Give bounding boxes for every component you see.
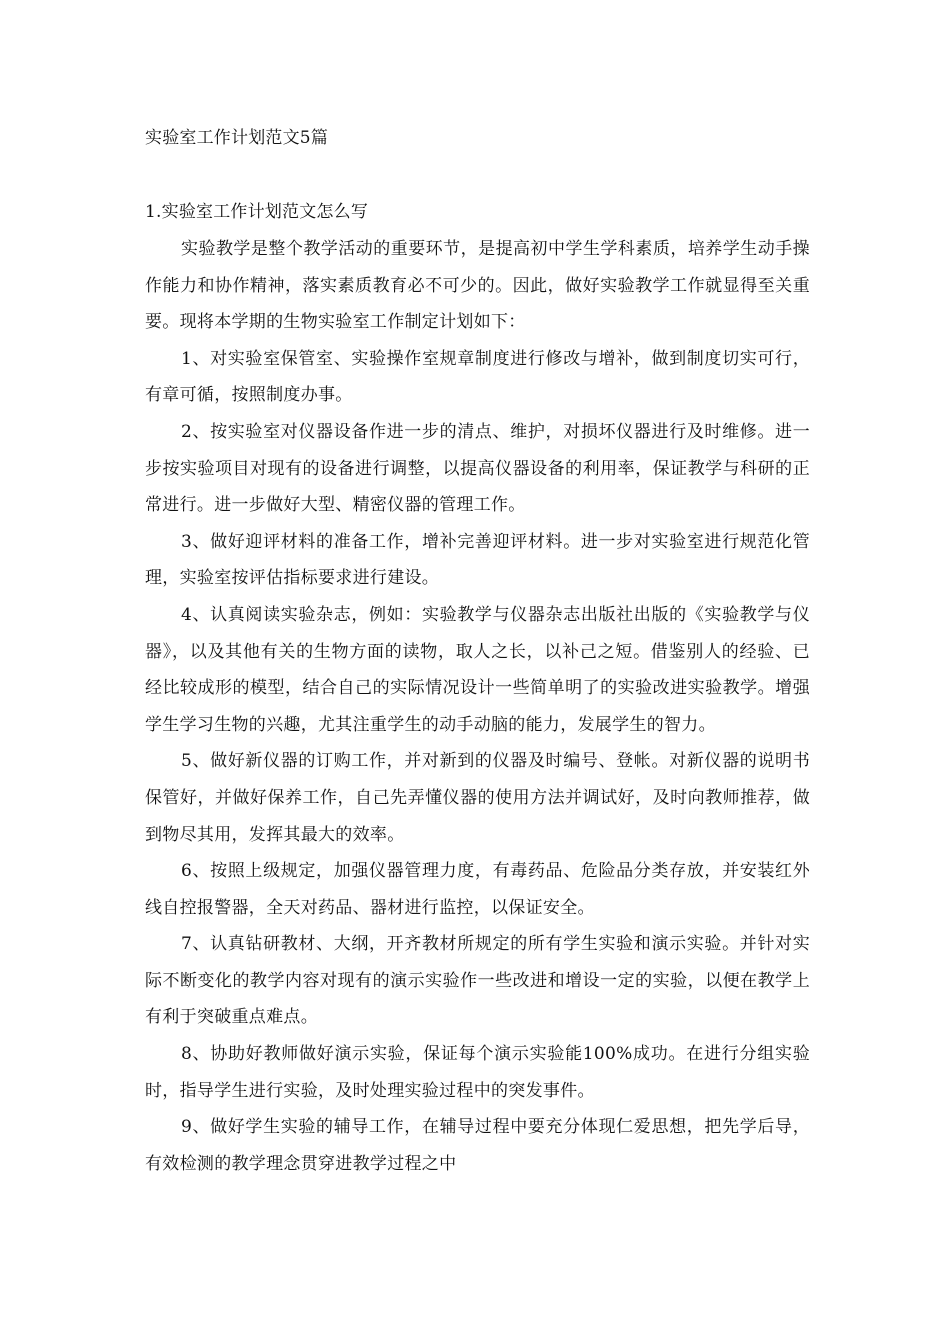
- paragraph-item-2: 2、按实验室对仪器设备作进一步的清点、维护，对损坏仪器进行及时维修。进一步按实验项目对现有的设备进行调整，以提高仪器设备的利用率，保证教学与科研的正常进行。进一步做好大型、精密仪器的管理工作。: [145, 421, 810, 516]
- paragraph-item-4: 4、认真阅读实验杂志，例如：实验教学与仪器杂志出版社出版的《实验教学与仪器》，以及其他有关的生物方面的读物，取人之长，以补己之短。借鉴别人的经验、已经比较成形的模型，结合自己的实际情况设计一些简单明了的实验改进实验教学。增强学生学习生物的兴趣，尤其注重学生的动手动脑的能力，发展学生的智力。: [145, 604, 810, 735]
- paragraph-item-5: 5、做好新仪器的订购工作，并对新到的仪器及时编号、登帐。对新仪器的说明书保管好，并做好保养工作，自己先弄懂仪器的使用方法并调试好，及时向教师推荐，做到物尽其用，发挥其最大的效率。: [145, 751, 810, 845]
- paragraph-item-8: 8、协助好教师做好演示实验，保证每个演示实验能100%成功。在进行分组实验时，指导学生进行实验，及时处理实验过程中的突发事件。: [145, 1044, 810, 1101]
- paragraph-item-9: 9、做好学生实验的辅导工作，在辅导过程中要充分体现仁爱思想，把先学后导，有效检测的教学理念贯穿进教学过程之中: [145, 1117, 810, 1174]
- paragraph-item-7: 7、认真钻研教材、大纲，开齐教材所规定的所有学生实验和演示实验。并针对实际不断变化的教学内容对现有的演示实验作一些改进和增设一定的实验，以便在教学上有利于突破重点难点。: [145, 934, 810, 1028]
- paragraph-item-6: 6、按照上级规定，加强仪器管理力度，有毒药品、危险品分类存放，并安装红外线自控报警器，全天对药品、器材进行监控，以保证安全。: [145, 861, 810, 918]
- paragraph-item-3: 3、做好迎评材料的准备工作，增补完善迎评材料。进一步对实验室进行规范化管理，实验室按评估指标要求进行建设。: [145, 531, 810, 589]
- document-title: 实验室工作计划范文5篇: [145, 128, 329, 148]
- paragraph-intro: 实验教学是整个教学活动的重要环节，是提高初中学生学科素质，培养学生动手操作能力和协作精神，落实素质教育必不可少的。因此，做好实验教学工作就显得至关重要。现将本学期的生物实验室工作制定计划如下：: [145, 239, 810, 333]
- paragraph-item-1: 1、对实验室保管室、实验操作室规章制度进行修改与增补，做到制度切实可行，有章可循，按照制度办事。: [145, 348, 810, 406]
- document-body: [145, 231, 810, 1182]
- section-heading: 1.实验室工作计划范文怎么写: [145, 202, 369, 222]
